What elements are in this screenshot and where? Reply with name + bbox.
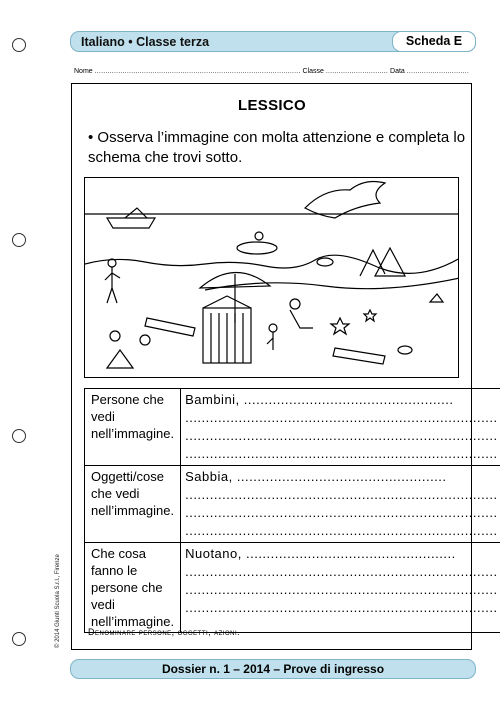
binder-hole-bottom — [12, 632, 26, 646]
header-bar — [70, 31, 476, 52]
answer-start: Nuotano, — [185, 546, 242, 561]
binder-hole-lower — [12, 429, 26, 443]
row-answer[interactable] — [181, 389, 500, 466]
fill-line[interactable]: ............................................................................ — [185, 582, 498, 597]
child-3-head — [269, 324, 277, 332]
fill-line[interactable]: ............................................................................ — [185, 600, 498, 615]
row-answer[interactable] — [181, 543, 500, 633]
answer-dots[interactable]: ................................................... — [236, 469, 447, 484]
fill-line[interactable]: ............................................................................ — [185, 564, 498, 579]
ball — [398, 346, 412, 354]
beach-illustration — [84, 177, 459, 378]
binder-hole-top — [12, 38, 26, 52]
row-answer[interactable] — [181, 466, 500, 543]
table-row — [85, 543, 500, 633]
answer-start: Sabbia, — [185, 469, 233, 484]
instruction-text: • Osserva l’immagine con molta attenzione e completa lo schema che trovi sotto. — [88, 129, 466, 166]
sandcastle — [107, 350, 133, 368]
answer-dots[interactable]: ................................................... — [243, 392, 454, 407]
starfish-icon — [331, 318, 349, 334]
starfish-2-icon — [364, 310, 376, 321]
scheda-label: Scheda E — [392, 31, 476, 52]
sunbather-left — [145, 318, 195, 336]
nome-label: Nome — [74, 68, 93, 75]
table-row — [85, 389, 500, 466]
answer-start: Bambini, — [185, 392, 240, 407]
row-question: Oggetti/cose che vedi nell’immagine. — [85, 466, 181, 543]
fill-line[interactable]: ............................................................................ — [185, 446, 498, 461]
classe-field[interactable]: ............................. — [325, 68, 389, 75]
child-2-head — [140, 335, 150, 345]
swimmer-head — [255, 232, 263, 240]
teacher-note: Denominare persone, oggetti, azioni. — [88, 627, 241, 637]
sitter-head — [290, 299, 300, 309]
row-question: Che cosa fanno le persone che vedi nell’immagine. — [85, 543, 181, 633]
fill-line[interactable]: ............................................................................ — [185, 523, 498, 538]
classe-label: Classe — [302, 68, 324, 75]
binder-hole-upper — [12, 233, 26, 247]
sand-edge — [205, 278, 459, 290]
fill-line[interactable]: ............................................................................ — [185, 428, 498, 443]
child-1-head — [110, 331, 120, 341]
row-question: Persone che vedi nell’immagine. — [85, 389, 181, 466]
nome-field[interactable]: ................................................................................................ — [94, 68, 301, 75]
fill-line[interactable]: ............................................................................ — [185, 487, 498, 502]
worksheet-title: LESSICO — [238, 97, 306, 114]
boat-person — [125, 208, 147, 218]
fill-line[interactable]: ............................................................................ — [185, 505, 498, 520]
answer-dots[interactable]: ................................................... — [245, 546, 456, 561]
sunbather-right — [333, 348, 385, 364]
data-label: Data — [390, 68, 405, 75]
footer-bar: Dossier n. 1 – 2014 – Prove di ingresso — [70, 659, 476, 679]
boat — [107, 218, 155, 228]
cabin-roof — [203, 296, 251, 308]
fill-line[interactable]: ............................................................................ — [185, 410, 498, 425]
swimmer-2 — [317, 258, 333, 266]
data-field[interactable]: ............................. — [406, 68, 469, 75]
beach-scene-drawing — [85, 178, 459, 378]
rocks — [360, 248, 405, 276]
sitter-body — [290, 310, 313, 328]
copyright-text: © 2014 Giunti Scuola S.r.l., Firenze — [55, 554, 61, 648]
shoreline — [85, 255, 459, 273]
student-info-line — [74, 68, 474, 75]
walker-body — [105, 267, 120, 303]
float — [237, 242, 277, 254]
bucket-icon — [430, 294, 443, 302]
bird-icon — [305, 182, 385, 218]
table-row — [85, 466, 500, 543]
header-title: Italiano • Classe terza — [81, 35, 210, 49]
lexicon-table — [84, 388, 500, 633]
